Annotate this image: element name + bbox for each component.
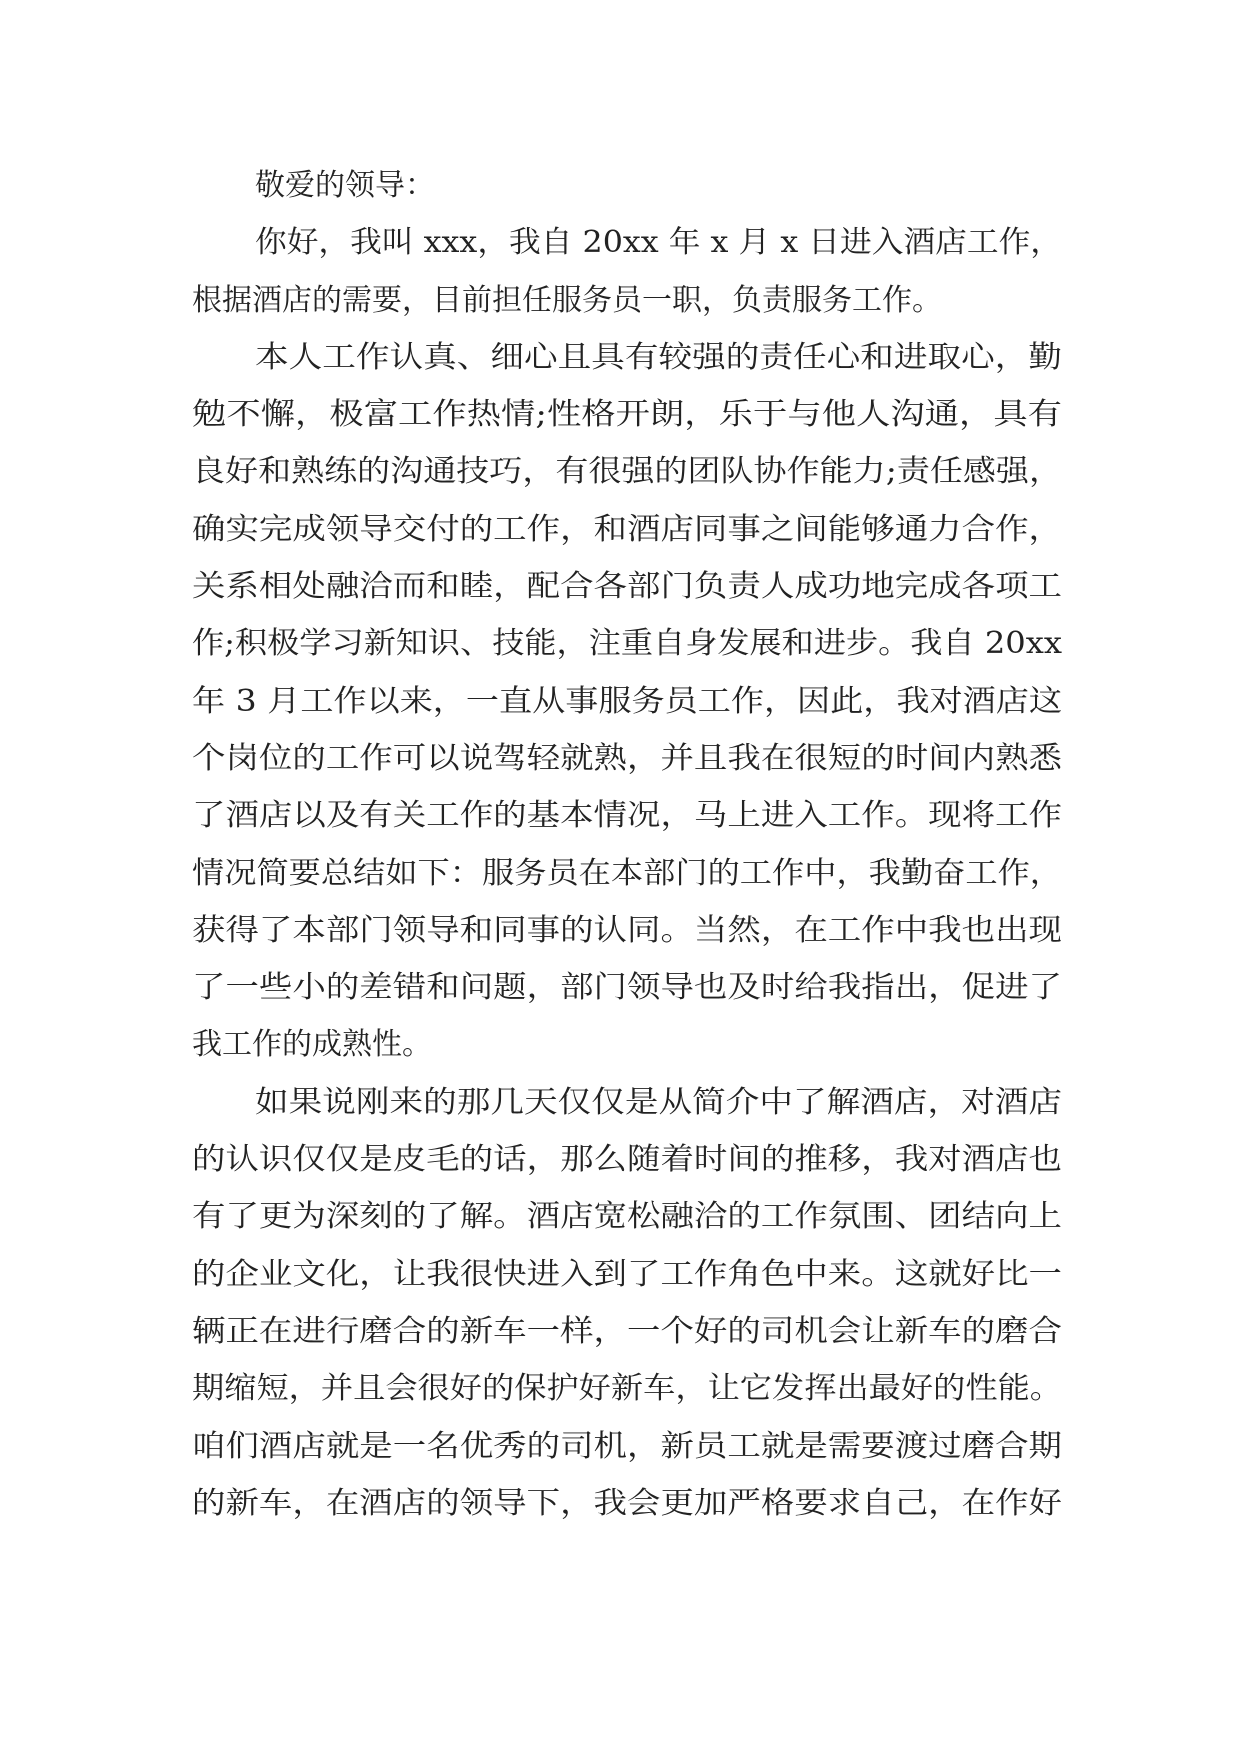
text-line bbox=[192, 959, 1062, 1016]
text-line bbox=[192, 787, 1062, 844]
text-line-content: 了酒店以及有关工作的基本情况，马上进入工作。现将工作 bbox=[192, 798, 1063, 834]
text-line-content: 的认识仅仅是皮毛的话，那么随着时间的推移，我对酒店也 bbox=[192, 1142, 1063, 1178]
text-line-content: 咱们酒店就是一名优秀的司机，新员工就是需要渡过磨合期 bbox=[192, 1428, 1063, 1464]
text-line-content: 本人工作认真、细心且具有较强的责任心和进取心，勤 bbox=[255, 339, 1062, 375]
text-line bbox=[192, 443, 1062, 500]
text-line bbox=[192, 615, 1062, 672]
text-line-content: 有了更为深刻的了解。酒店宽松融洽的工作氛围、团结向上 bbox=[192, 1199, 1063, 1235]
text-line bbox=[192, 1131, 1062, 1188]
text-line-content: 的企业文化，让我很快进入到了工作角色中来。这就好比一 bbox=[192, 1256, 1063, 1292]
text-line bbox=[192, 214, 1062, 271]
text-line bbox=[192, 730, 1062, 787]
text-line-content: 确实完成领导交付的工作，和酒店同事之间能够通力合作， bbox=[192, 511, 1063, 547]
text-line-content: 作;积极学习新知识、技能，注重自身发展和进步。我自 20xx bbox=[192, 626, 1063, 662]
text-line-content: 了一些小的差错和问题，部门领导也及时给我指出，促进了 bbox=[192, 970, 1063, 1006]
text-line-content: 获得了本部门领导和同事的认同。当然，在工作中我也出现 bbox=[192, 912, 1063, 948]
text-line-content: 我工作的成熟性。 bbox=[192, 1027, 432, 1063]
text-line bbox=[192, 1246, 1062, 1303]
text-line bbox=[192, 386, 1062, 443]
text-line bbox=[192, 1360, 1062, 1417]
text-line bbox=[192, 673, 1062, 730]
text-line bbox=[192, 1475, 1062, 1532]
letter-body bbox=[192, 157, 1062, 1532]
text-line-content: 辆正在进行磨合的新车一样，一个好的司机会让新车的磨合 bbox=[192, 1313, 1063, 1349]
text-line-content: 的新车，在酒店的领导下，我会更加严格要求自己，在作好 bbox=[192, 1485, 1063, 1521]
text-line bbox=[192, 845, 1062, 902]
text-line bbox=[192, 329, 1062, 386]
text-line-content: 勉不懈，极富工作热情;性格开朗，乐于与他人沟通，具有 bbox=[192, 397, 1063, 433]
text-line-content: 如果说刚来的那几天仅仅是从简介中了解酒店，对酒店 bbox=[255, 1084, 1062, 1120]
text-line bbox=[192, 1303, 1062, 1360]
text-line bbox=[192, 1188, 1062, 1245]
text-line bbox=[192, 902, 1062, 959]
text-line bbox=[192, 1016, 1062, 1073]
text-line-content: 敬爱的领导： bbox=[255, 168, 435, 203]
text-line-content: 期缩短，并且会很好的保护好新车，让它发挥出最好的性能。 bbox=[192, 1371, 1063, 1407]
text-line-content: 你好，我叫 xxx，我自 20xx 年 x 月 x 日进入酒店工作， bbox=[255, 225, 1063, 261]
text-line-content: 年 3 月工作以来，一直从事服务员工作，因此，我对酒店这 bbox=[192, 683, 1062, 719]
text-line bbox=[192, 272, 1062, 329]
text-line bbox=[192, 1074, 1062, 1131]
text-line-content: 个岗位的工作可以说驾轻就熟，并且我在很短的时间内熟悉 bbox=[192, 740, 1063, 776]
text-line-content: 根据酒店的需要，目前担任服务员一职，负责服务工作。 bbox=[192, 282, 942, 318]
text-line bbox=[192, 157, 1062, 214]
text-line bbox=[192, 558, 1062, 615]
text-line-content: 良好和熟练的沟通技巧，有很强的团队协作能力;责任感强， bbox=[192, 454, 1062, 490]
text-line-content: 关系相处融洽而和睦，配合各部门负责人成功地完成各项工 bbox=[192, 569, 1063, 605]
text-line-content: 情况简要总结如下：服务员在本部门的工作中，我勤奋工作， bbox=[192, 855, 1063, 891]
text-line bbox=[192, 1418, 1062, 1475]
text-line bbox=[192, 501, 1062, 558]
